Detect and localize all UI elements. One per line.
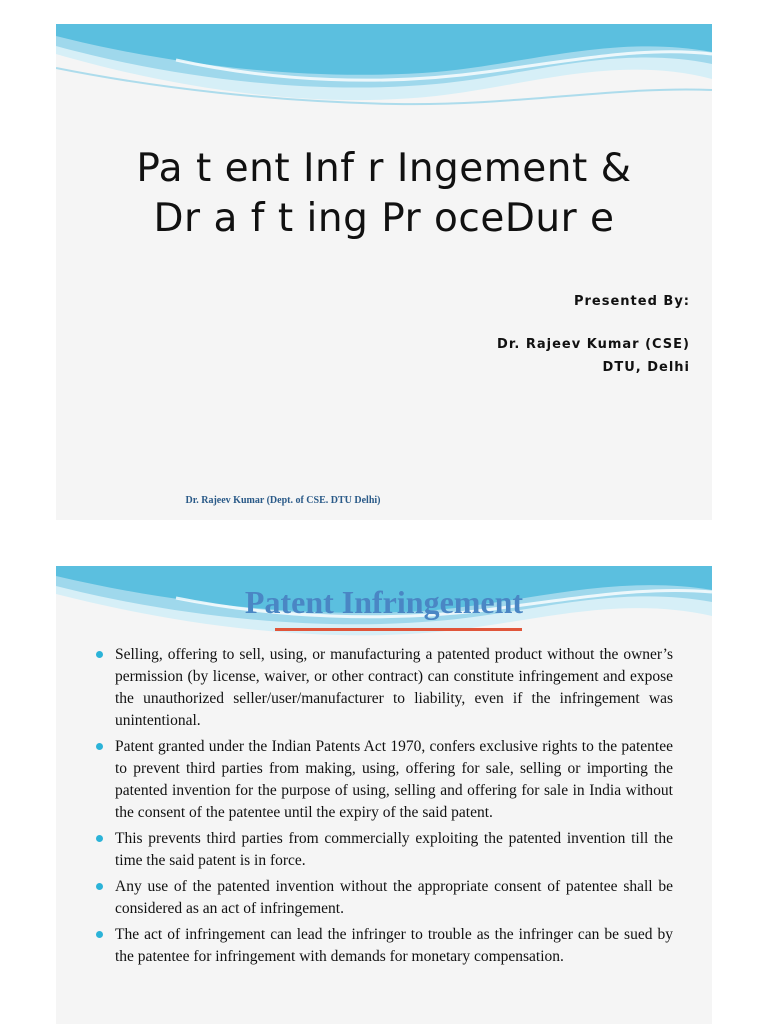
bullet-dot-icon: [96, 835, 103, 842]
bullet-item: [96, 736, 673, 824]
bullet-text: This prevents third parties from commercially exploiting the patented invention till the time the said patent is in force.: [115, 830, 673, 869]
content-slide: [56, 566, 712, 1024]
bullet-text: The act of infringement can lead the infringer to trouble as the infringer can be sued by the patentee for infringement with demands for monetary compensation.: [115, 926, 673, 965]
bullet-item: [96, 828, 673, 872]
bullet-item: [96, 876, 673, 920]
bullet-text: Selling, offering to sell, using, or manufacturing a patented product without the owner’s permission (by license, waiver, or other contract) can constitute infringement and expose the unauthorized seller/user/manufacturer to liability, even if the infringement was unintentional.: [115, 646, 673, 729]
title-slide: [56, 24, 712, 520]
slide-title: Patent Infringement: [244, 584, 524, 620]
title-underline: [275, 628, 522, 631]
bullet-dot-icon: [96, 743, 103, 750]
slide-title-line-1: Pa t ent Inf r Ingement &: [136, 146, 632, 191]
presenter-organization: DTU, Delhi: [602, 360, 690, 375]
bullet-text: Any use of the patented invention without the appropriate consent of patentee shall be considered as an act of infringement.: [115, 878, 673, 917]
bullet-dot-icon: [96, 651, 103, 658]
presenter-block: [497, 294, 690, 379]
bullet-dot-icon: [96, 883, 103, 890]
slide-footer: Dr. Rajeev Kumar (Dept. of CSE. DTU Delhi): [185, 495, 381, 506]
bullet-item: [96, 924, 673, 968]
slide-title-line-2: Dr a f t ing Pr oceDur e: [153, 196, 615, 241]
bullet-text: Patent granted under the Indian Patents Act 1970, confers exclusive rights to the patentee to prevent third parties from making, using, offering for sale, selling or importing the patented invention for the purpose of using, selling and offering for sale in India without the consent of the patentee until the expiry of the said patent.: [115, 738, 673, 821]
bullet-item: [96, 644, 673, 732]
bullet-list: [96, 644, 673, 972]
presented-by-label: Presented By:: [573, 294, 690, 309]
header-wave-decoration: [56, 24, 712, 124]
bullet-dot-icon: [96, 931, 103, 938]
presenter-name: Dr. Rajeev Kumar (CSE): [497, 337, 690, 352]
slide-title: [56, 144, 712, 244]
